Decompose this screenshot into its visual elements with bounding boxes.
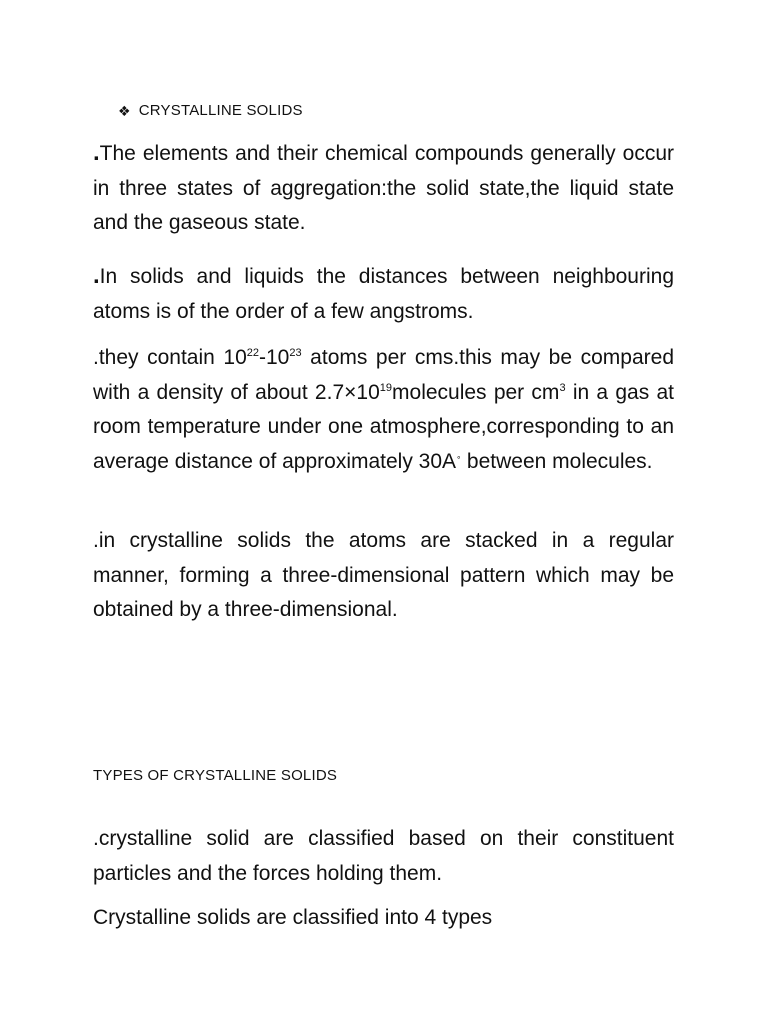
lead-dot: . xyxy=(93,262,100,289)
paragraph-text: The elements and their chemical compounds generally occur in three states of aggregation:the solid state,the liquid state and the gaseous state. xyxy=(93,142,674,234)
paragraph-text: .crystalline solid are classified based on their constituent particles and the forces holding them. xyxy=(93,827,674,885)
paragraph-classification xyxy=(93,822,674,891)
superscript: 19 xyxy=(379,381,393,394)
text-run: molecules per cm xyxy=(392,380,560,404)
diamond-bullet-icon: ❖ xyxy=(118,102,131,119)
paragraph-text: .in crystalline solids the atoms are stacked in a regular manner, forming a three-dimensional pattern which may be obtained by a three-dimensional. xyxy=(93,529,674,621)
paragraph-four-types xyxy=(93,901,674,936)
superscript: 23 xyxy=(289,347,302,359)
lead-dot: . xyxy=(93,139,100,166)
superscript: 3 xyxy=(559,381,566,394)
paragraph-text: Crystalline solids are classified into 4 types xyxy=(93,906,493,929)
paragraph-interatomic-distance xyxy=(93,259,674,329)
heading-text: CRYSTALLINE SOLIDS xyxy=(138,102,303,119)
section-heading-types: TYPES OF CRYSTALLINE SOLIDS xyxy=(93,767,338,784)
section-heading-crystalline-solids xyxy=(118,102,303,119)
text-run: between molecules. xyxy=(461,449,653,473)
text-run: .they contain 10 xyxy=(93,346,247,369)
paragraph-states-of-aggregation xyxy=(93,136,674,241)
paragraph-atom-density xyxy=(93,341,674,479)
text-run: -10 xyxy=(259,346,290,369)
text-run: in a gas at room temperature under one atmosphere,corresponding to an average distance of approximately 30A xyxy=(93,380,675,473)
paragraph-regular-stacking xyxy=(93,524,674,628)
text-run: atoms per cms.this may be compared with a density of about 2.7×10 xyxy=(93,346,674,404)
superscript: 22 xyxy=(246,347,259,359)
degree-superscript: ∘ xyxy=(456,452,462,462)
paragraph-text: In solids and liquids the distances between neighbouring atoms is of the order of a few angstroms. xyxy=(93,265,674,323)
